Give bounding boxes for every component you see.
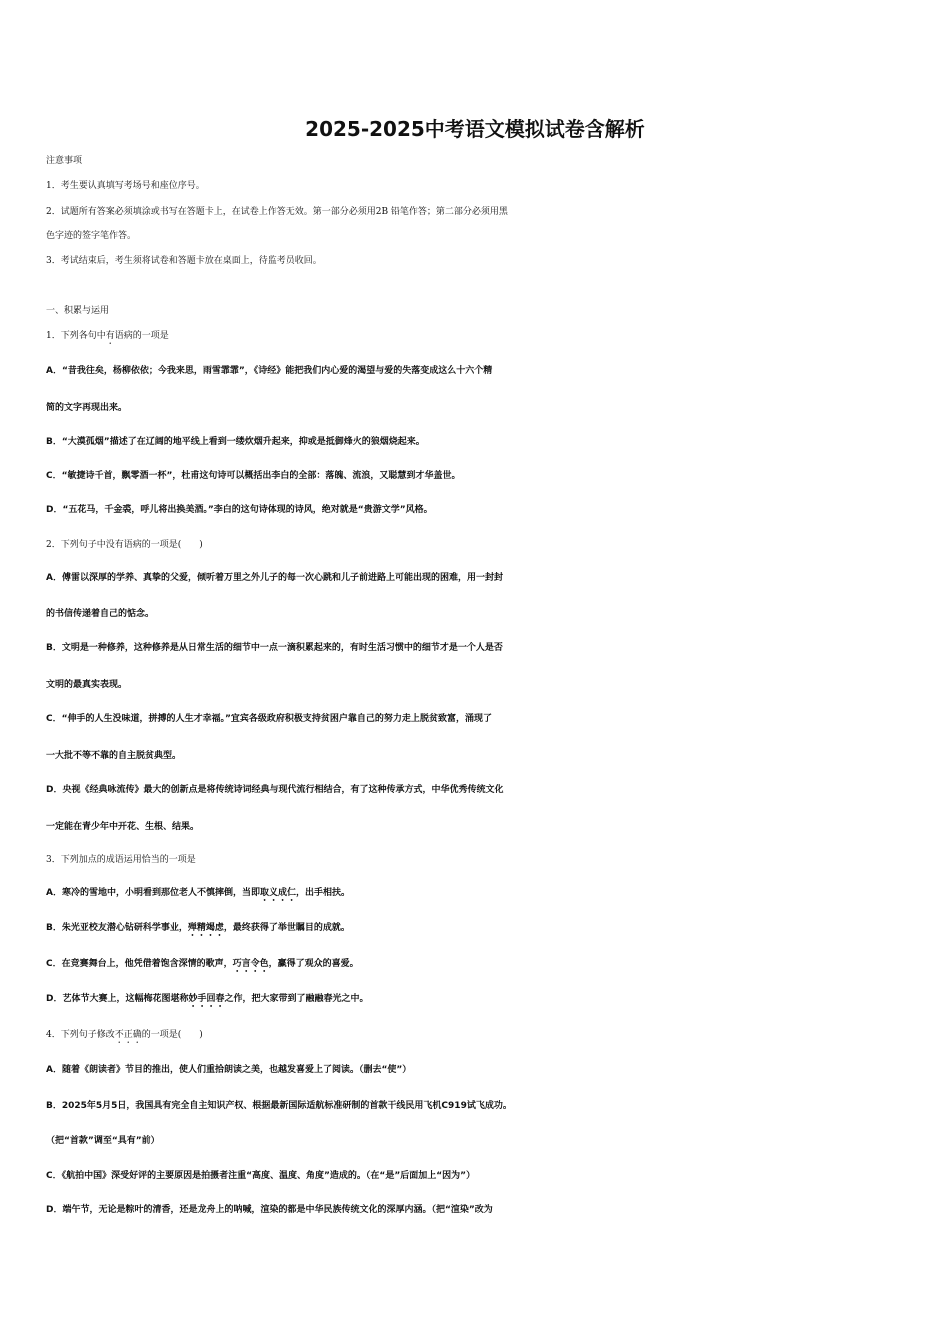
stem-text: 的一项是( ) [141, 1030, 203, 1040]
stem-text: 4．下列句子修改 [46, 1030, 115, 1040]
question-2-stem: 2．下列句子中没有语病的一项是( ) [46, 540, 203, 550]
option-text: ，赢得了观众的喜爱。 [268, 959, 359, 969]
section-heading: 一、积累与运用 [46, 306, 110, 316]
question-3-option-c [46, 954, 906, 975]
question-1-option-a-cont: 简的文字再现出来。 [46, 403, 128, 413]
question-1-option-a: A．“昔我往矣，杨柳依依；今我来思，雨雪霏霏”，《诗经》能把我们内心爱的渴望与爱的失落变成这么十六个精 [46, 366, 493, 376]
notes-item: 1．考生要认真填写考场号和座位序号。 [46, 181, 205, 191]
question-4-option-a: A．随着《朗读者》节目的推出，使人们重拾朗读之美，也越发喜爱上了阅读。（删去“使”） [46, 1065, 412, 1075]
question-2-option-b-cont: 文明的最真实表现。 [46, 680, 128, 690]
notes-item: 3．考试结束后，考生须将试卷和答题卡放在桌面上，待监考员收回。 [46, 256, 322, 266]
question-3-option-b [46, 918, 906, 939]
option-text: B．朱光亚校友潜心钻研科学事业， [46, 923, 188, 933]
emphasis-dot-text: 有 [105, 331, 115, 341]
option-text: ，出手相扶。 [295, 888, 350, 898]
question-2-option-c-cont: 一大批不等不靠的自主脱贫典型。 [46, 751, 182, 761]
option-text: C．在竞赛舞台上，他凭借着饱含深情的歌声， [46, 959, 233, 969]
question-2-option-d-cont: 一定能在青少年中开花、生根、结果。 [46, 822, 200, 832]
question-4-option-c: C．《航拍中国》深受好评的主要原因是拍摄者注重“高度、温度、角度”造成的。（在“是”后面加上“因为”） [46, 1171, 476, 1181]
question-2-option-b: B．文明是一种修养，这种修养是从日常生活的细节中一点一滴积累起来的，有时生活习惯中的细节才是一个人是否 [46, 643, 503, 653]
question-4-option-b: B．2025年5月5日，我国具有完全自主知识产权、根据最新国际适航标准研制的首款干线民用飞机C919试飞成功。 [46, 1101, 512, 1111]
question-2-option-d: D．央视《经典咏流传》最大的创新点是将传统诗词经典与现代流行相结合，有了这种传承方式，中华优秀传统文化 [46, 785, 504, 795]
emphasis-dot-text: 巧言令色 [232, 959, 269, 969]
question-1-option-c: C．“敏捷诗千首，飘零酒一杯”，杜甫这句诗可以概括出李白的全部：落魄、流浪，又聪慧到才华盖世。 [46, 471, 461, 481]
emphasis-dot-text: 取义成仁 [259, 888, 296, 898]
emphasis-dot-text: 妙手回春 [188, 994, 225, 1004]
emphasis-dot-text: 不正确 [114, 1030, 142, 1040]
option-text: A．寒冷的雪地中，小明看到那位老人不慎摔倒，当即 [46, 888, 260, 898]
page-title: 2025-2025中考语文模拟试卷含解析 [305, 117, 645, 141]
question-3-option-a [46, 883, 906, 904]
option-text: ，最终获得了举世瞩目的成就。 [223, 923, 350, 933]
stem-text: 语病的一项是 [114, 331, 169, 341]
question-1-stem [46, 326, 906, 347]
question-4-option-b-cont: （把“首款”调至“具有”前） [46, 1136, 160, 1146]
question-2-option-a: A．傅雷以深厚的学养、真挚的父爱，倾听着万里之外儿子的每一次心跳和儿子前进路上可能出现的困难，用一封封 [46, 573, 503, 583]
notes-item: 2．试题所有答案必须填涂或书写在答题卡上，在试卷上作答无效。第一部分必须用2B 铅笔作答；第二部分必须用黑 [46, 207, 508, 217]
option-text: D．艺体节大赛上，这幅梅花图堪称 [46, 994, 189, 1004]
question-4-option-d: D．端午节，无论是粽叶的清香，还是龙舟上的呐喊，渲染的都是中华民族传统文化的深厚内涵。（把“渲染”改为 [46, 1205, 493, 1215]
question-2-option-a-cont: 的书信传递着自己的惦念。 [46, 609, 155, 619]
emphasis-dot-text: 殚精竭虑 [187, 923, 224, 933]
question-3-option-d [46, 989, 906, 1010]
question-3-stem: 3．下列加点的成语运用恰当的一项是 [46, 855, 196, 865]
question-1-option-d: D．“五花马，千金裘，呼儿将出换美酒。”李白的这句诗体现的诗风，绝对就是“贵游文学”风格。 [46, 505, 433, 515]
question-2-option-c: C．“伸手的人生没味道，拼搏的人生才幸福。”宜宾各级政府积极支持贫困户靠自己的努力走上脱贫致富，涌现了 [46, 714, 492, 724]
notes-heading: 注意事项 [46, 156, 83, 166]
stem-text: 1．下列各句中 [46, 331, 106, 341]
notes-item: 色字迹的签字笔作答。 [46, 231, 137, 241]
question-1-option-b: B．“大漠孤烟”描述了在辽阔的地平线上看到一缕炊烟升起来，抑或是抵御烽火的狼烟烧起来。 [46, 437, 425, 447]
option-text: 之作，把大家带到了融融春光之中。 [224, 994, 369, 1004]
question-4-stem [46, 1025, 906, 1046]
